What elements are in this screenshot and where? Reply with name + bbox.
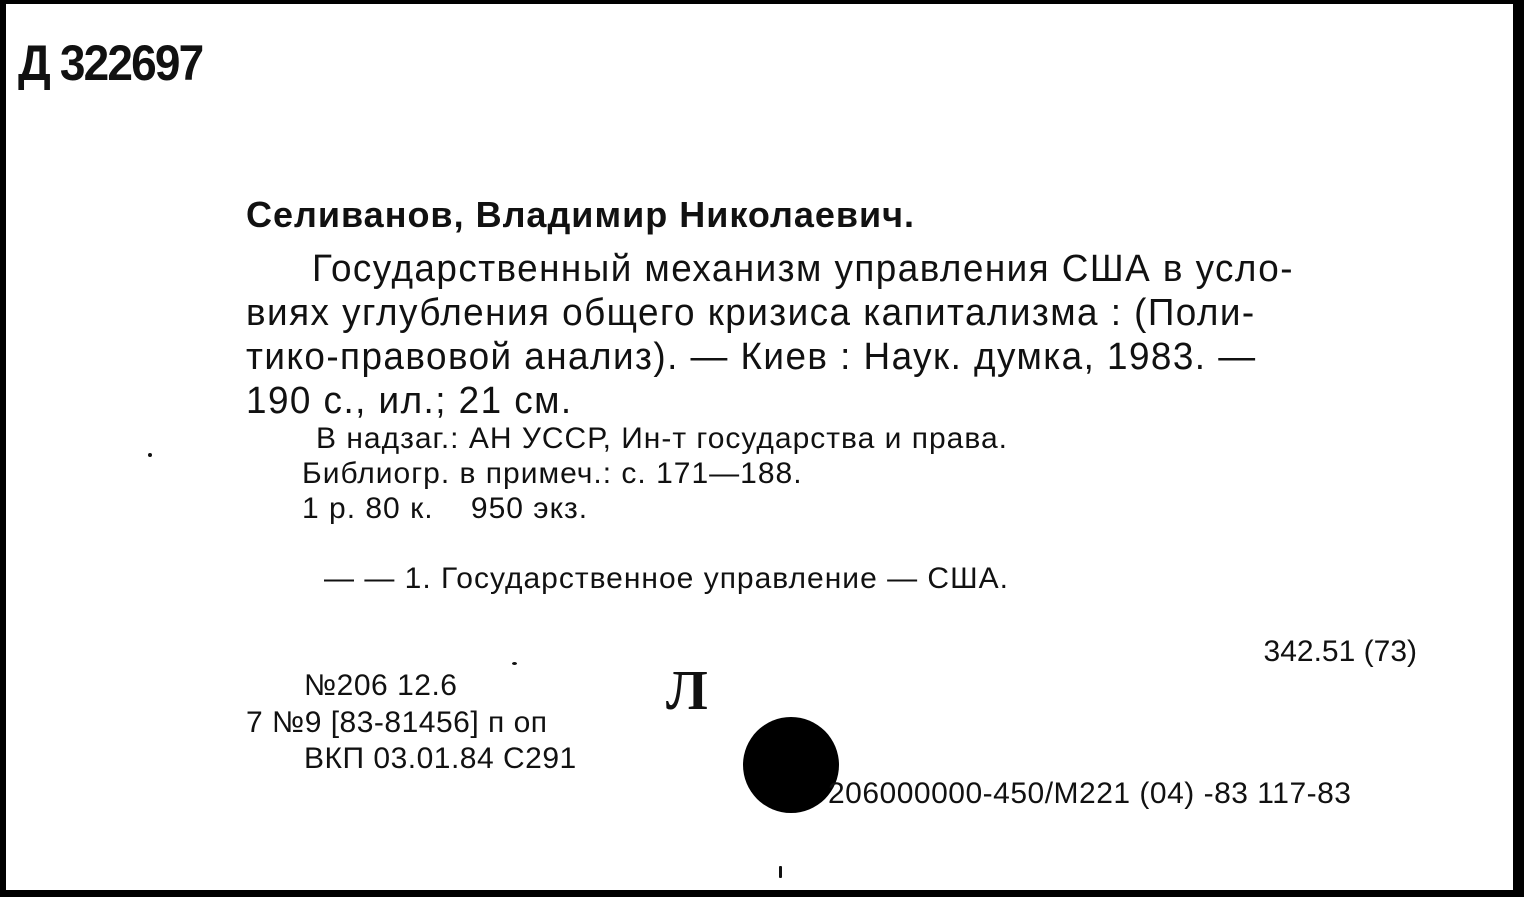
speck bbox=[779, 866, 782, 878]
speck bbox=[512, 662, 517, 665]
stamp-line-1: №206 12.6 bbox=[304, 669, 458, 702]
title-line-3: тико-правовой анализ). — Киев : Наук. думка, 1983. — bbox=[246, 336, 1257, 378]
stamp-line-2: 7 №9 [83-81456] п оп bbox=[246, 706, 548, 739]
author-heading: Селиванов, Владимир Николаевич. bbox=[246, 194, 916, 235]
speck bbox=[148, 453, 152, 457]
title-line-1: Государственный механизм управления США в усло- bbox=[312, 248, 1294, 290]
udc-classification: 342.51 (73) bbox=[1263, 635, 1417, 668]
price-line: 1 р. 80 к. 950 экз. bbox=[302, 492, 589, 525]
punch-hole bbox=[743, 717, 839, 813]
title-line-4: 190 с., ил.; 21 см. bbox=[246, 380, 573, 422]
call-number: Д 322697 bbox=[18, 35, 203, 91]
stamp-line-3: ВКП 03.01.84 С291 bbox=[304, 742, 577, 775]
bottom-code: 206000000-450/М221 (04) -83 117-83 bbox=[828, 777, 1352, 810]
catalog-card bbox=[6, 4, 1513, 890]
letter-mark: Л bbox=[666, 660, 708, 722]
title-line-2: виях углубления общего кризиса капитализма : (Поли- bbox=[246, 292, 1256, 334]
note-line-2: Библиогр. в примеч.: с. 171—188. bbox=[302, 457, 803, 490]
note-line-1: В надзаг.: АН УССР, Ин-т государства и права. bbox=[316, 422, 1008, 455]
subject-heading: — — 1. Государственное управление — США. bbox=[324, 562, 1009, 595]
